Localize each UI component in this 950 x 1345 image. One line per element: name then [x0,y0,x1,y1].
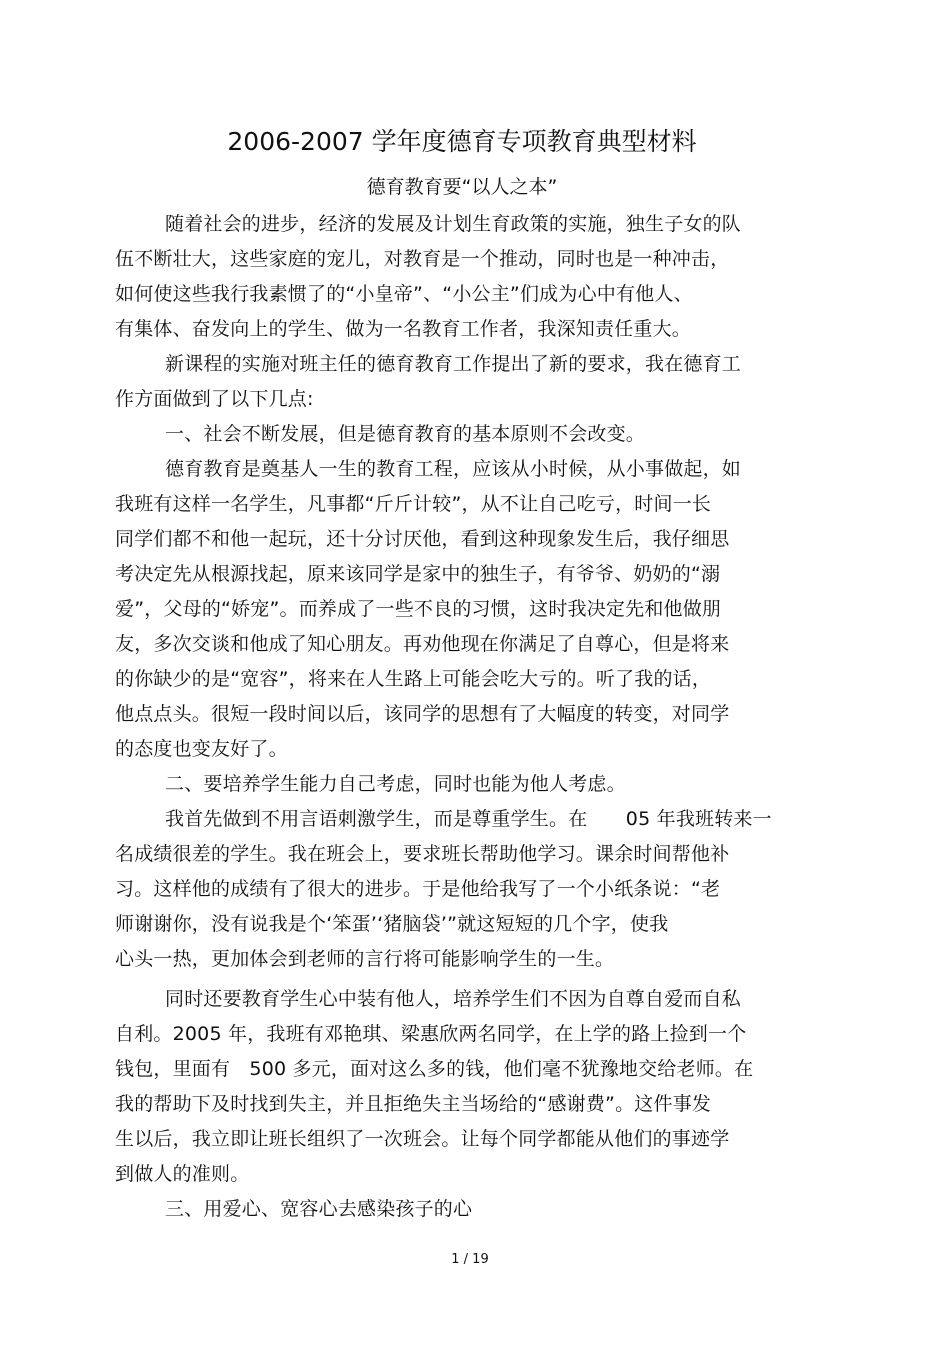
text-line: 作方面做到了以下几点: [115,388,314,410]
text-line: 师谢谢你，没有说我是个‘笨蛋’‘猪脑袋’”就这短短的几个字，使我 [115,913,669,935]
text-line: 友，多次交谈和他成了知心朋友。再劝他现在你满足了自尊心，但是将来 [115,633,730,655]
text-line: 新课程的实施对班主任的德育教育工作提出了新的要求，我在德育工 [165,353,742,375]
text-line: 自利。2005 年，我班有邓艳琪、梁惠欣两名同学，在上学的路上捡到一个 [115,1023,747,1045]
text-line: 爱”，父母的“娇宠”。而养成了一些不良的习惯，这时我决定先和他做朋 [115,598,722,620]
section-heading: 一、社会不断发展，但是德育教育的基本原则不会改变。 [165,423,646,445]
text-line: 有集体、奋发向上的学生、做为一名教育工作者，我深知责任重大。 [115,318,692,340]
text-line: 我首先做到不用言语刺激学生，而是尊重学生。在 05 年我班转来一 [165,808,772,830]
text-line: 同时还要教育学生心中装有他人，培养学生们不因为自尊自爱而自私 [165,988,742,1010]
text-line: 伍不断壮大，这些家庭的宠儿，对教育是一个推动，同时也是一种冲击， [115,248,730,270]
text-line: 的态度也变友好了。 [115,738,288,760]
text-line: 习。这样他的成绩有了很大的进步。于是他给我写了一个小纸条说：“老 [115,878,721,900]
page-number: 1 / 19 [451,1252,489,1267]
text-line: 德育教育是奠基人一生的教育工程，应该从小时候，从小事做起，如 [165,458,742,480]
text-line: 心头一热，更加体会到老师的言行将可能影响学生的一生。 [115,948,615,970]
text-line: 我的帮助下及时找到失主，并且拒绝失主当场给的“感谢费”。这件事发 [115,1093,712,1115]
text-line: 钱包，里面有 500 多元，面对这么多的钱，他们毫不犹豫地交给老师。在 [115,1058,754,1080]
document-title: 2006-2007 学年度德育专项教育典型材料 [227,127,697,156]
text-line: 到做人的准则。 [115,1163,250,1185]
text-line: 如何使这些我行我素惯了的“小皇帝”、“小公主”们成为心中有他人、 [115,283,693,305]
text-line: 同学们都不和他一起玩，还十分讨厌他，看到这种现象发生后，我仔细思 [115,528,730,550]
text-line: 随着社会的进步，经济的发展及计划生育政策的实施，独生子女的队 [165,213,742,235]
section-heading: 二、要培养学生能力自己考虑，同时也能为他人考虑。 [165,773,626,795]
text-line: 考决定先从根源找起，原来该同学是家中的独生子，有爷爷、奶奶的“溺 [115,563,721,585]
text-line: 我班有这样一名学生，凡事都“斤斤计较”，从不让自己吃亏，时间一长 [115,493,712,515]
section-heading: 三、用爱心、宽容心去感染孩子的心 [165,1198,473,1220]
text-line: 他点点头。很短一段时间以后，该同学的思想有了大幅度的转变，对同学 [115,703,730,725]
text-line: 的你缺少的是“宽容”，将来在人生路上可能会吃大亏的。听了我的话， [115,668,712,690]
text-line: 生以后，我立即让班长组织了一次班会。让每个同学都能从他们的事迹学 [115,1128,730,1150]
document-subtitle: 德育教育要“以人之本” [366,176,558,198]
text-line: 名成绩很差的学生。我在班会上，要求班长帮助他学习。课余时间帮他补 [115,843,730,865]
